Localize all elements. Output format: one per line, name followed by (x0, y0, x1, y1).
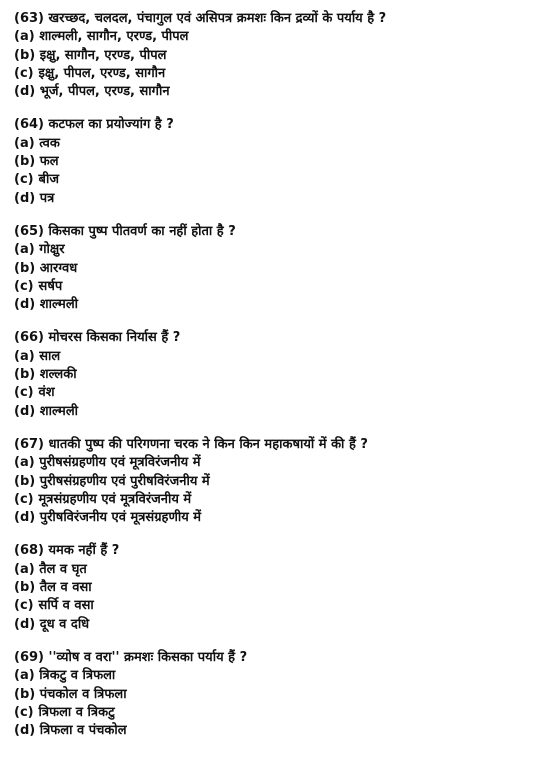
option-c (14, 65, 542, 83)
option-c (14, 171, 542, 189)
question-stem: ''व्योष व वरा'' क्रमशः किसका पर्याय हैं ? (48, 649, 248, 665)
option-c (14, 384, 542, 402)
option-d (14, 83, 542, 101)
question-number: (65) (14, 223, 44, 239)
option-d (14, 722, 542, 740)
option-text: मूत्रसंग्रहणीय एवं मूत्रविरंजनीय में (38, 491, 192, 507)
option-text: गोक्षुर (39, 242, 65, 258)
option-c (14, 704, 542, 722)
option-text: साल (39, 348, 61, 364)
option-label: (d) (14, 297, 36, 313)
option-label: (a) (14, 242, 35, 258)
option-a (14, 348, 542, 366)
option-text: त्रिफला व पंचकोल (39, 723, 127, 739)
option-label: (c) (14, 65, 34, 81)
option-text: सर्पि व वसा (38, 598, 94, 614)
question-number: (69) (14, 649, 44, 665)
option-label: (b) (14, 260, 36, 276)
option-text: तैल व घृत (39, 561, 87, 577)
question-number: (68) (14, 543, 44, 559)
question-text (14, 542, 542, 560)
option-b (14, 47, 542, 65)
option-d (14, 509, 542, 527)
question-63 (14, 10, 542, 101)
option-text: पुरीषसंग्रहणीय एवं पुरीषविरंजनीय में (39, 473, 210, 489)
option-text: फल (39, 154, 59, 170)
option-label: (d) (14, 616, 36, 632)
option-text: सर्षप (38, 278, 63, 294)
option-text: दूध व दधि (39, 616, 90, 632)
option-d (14, 190, 542, 208)
option-d (14, 403, 542, 421)
option-text: वंश (38, 385, 55, 401)
option-label: (d) (14, 723, 36, 739)
option-label: (c) (14, 385, 34, 401)
option-label: (a) (14, 135, 35, 151)
question-text (14, 329, 542, 347)
option-label: (a) (14, 29, 35, 45)
option-b (14, 579, 542, 597)
question-67 (14, 436, 542, 527)
option-text: बीज (38, 172, 59, 188)
option-label: (d) (14, 510, 36, 526)
question-68 (14, 542, 542, 633)
option-d (14, 616, 542, 634)
option-a (14, 561, 542, 579)
option-b (14, 686, 542, 704)
option-label: (b) (14, 686, 36, 702)
option-b (14, 260, 542, 278)
question-69 (14, 649, 542, 740)
question-stem: धातकी पुष्प की परिगणना चरक ने किन किन महाकषायों में की हैं ? (48, 436, 368, 452)
question-page (14, 10, 542, 755)
option-label: (c) (14, 491, 34, 507)
question-stem: मोचरस किसका निर्यास हैं ? (48, 330, 181, 346)
option-label: (a) (14, 348, 35, 364)
option-b (14, 366, 542, 384)
option-d (14, 296, 542, 314)
option-label: (c) (14, 278, 34, 294)
option-label: (a) (14, 455, 35, 471)
option-a (14, 241, 542, 259)
option-text: त्वक (39, 135, 60, 151)
option-b (14, 473, 542, 491)
option-b (14, 153, 542, 171)
option-text: शाल्मली (39, 403, 79, 419)
option-label: (d) (14, 84, 36, 100)
option-text: तैल व वसा (39, 580, 92, 596)
option-text: इक्षु, पीपल, एरण्ड, सागौन (38, 65, 166, 81)
question-text (14, 10, 542, 28)
option-label: (d) (14, 403, 36, 419)
option-text: त्रिफला व त्रिकटु (38, 704, 115, 720)
question-text (14, 116, 542, 134)
question-text (14, 223, 542, 241)
option-c (14, 278, 542, 296)
option-text: भूर्ज, पीपल, एरण्ड, सागौन (39, 84, 170, 100)
question-stem: किसका पुष्प पीतवर्ण का नहीं होता है ? (48, 223, 236, 239)
option-label: (c) (14, 704, 34, 720)
option-text: पत्र (39, 190, 55, 206)
question-text (14, 436, 542, 454)
option-text: पुरीषसंग्रहणीय एवं मूत्रविरंजनीय में (39, 455, 201, 471)
option-text: पंचकोल व त्रिफला (39, 686, 127, 702)
question-number: (67) (14, 436, 44, 452)
option-label: (d) (14, 190, 36, 206)
option-label: (a) (14, 561, 35, 577)
option-label: (c) (14, 172, 34, 188)
option-text: शल्लकी (39, 367, 77, 383)
option-a (14, 135, 542, 153)
option-c (14, 491, 542, 509)
question-stem: खरच्छद, चलदल, पंचागुल एवं असिपत्र क्रमशः किन द्रव्यों के पर्याय है ? (48, 11, 387, 26)
option-label: (c) (14, 598, 34, 614)
question-number: (66) (14, 330, 44, 346)
question-number: (63) (14, 11, 44, 26)
question-stem: यमक नहीं हैं ? (48, 543, 120, 559)
option-text: पुरीषविरंजनीय एवं मूत्रसंग्रहणीय में (39, 510, 202, 526)
option-text: आरग्वध (39, 260, 78, 276)
option-a (14, 454, 542, 472)
question-stem: कटफल का प्रयोज्यांग है ? (48, 117, 174, 133)
option-a (14, 667, 542, 685)
question-65 (14, 223, 542, 314)
question-number: (64) (14, 117, 44, 133)
option-label: (b) (14, 47, 36, 63)
option-text: शाल्मली (39, 297, 79, 313)
question-text (14, 649, 542, 667)
option-label: (a) (14, 668, 35, 684)
question-64 (14, 116, 542, 207)
option-c (14, 597, 542, 615)
option-label: (b) (14, 473, 36, 489)
option-text: शाल्मली, सागौन, एरण्ड, पीपल (39, 29, 189, 45)
question-66 (14, 329, 542, 420)
option-a (14, 28, 542, 46)
option-label: (b) (14, 154, 36, 170)
option-text: त्रिकटु व त्रिफला (39, 668, 116, 684)
option-text: इक्षु, सागौन, एरण्ड, पीपल (39, 47, 167, 63)
option-label: (b) (14, 580, 36, 596)
option-label: (b) (14, 367, 36, 383)
